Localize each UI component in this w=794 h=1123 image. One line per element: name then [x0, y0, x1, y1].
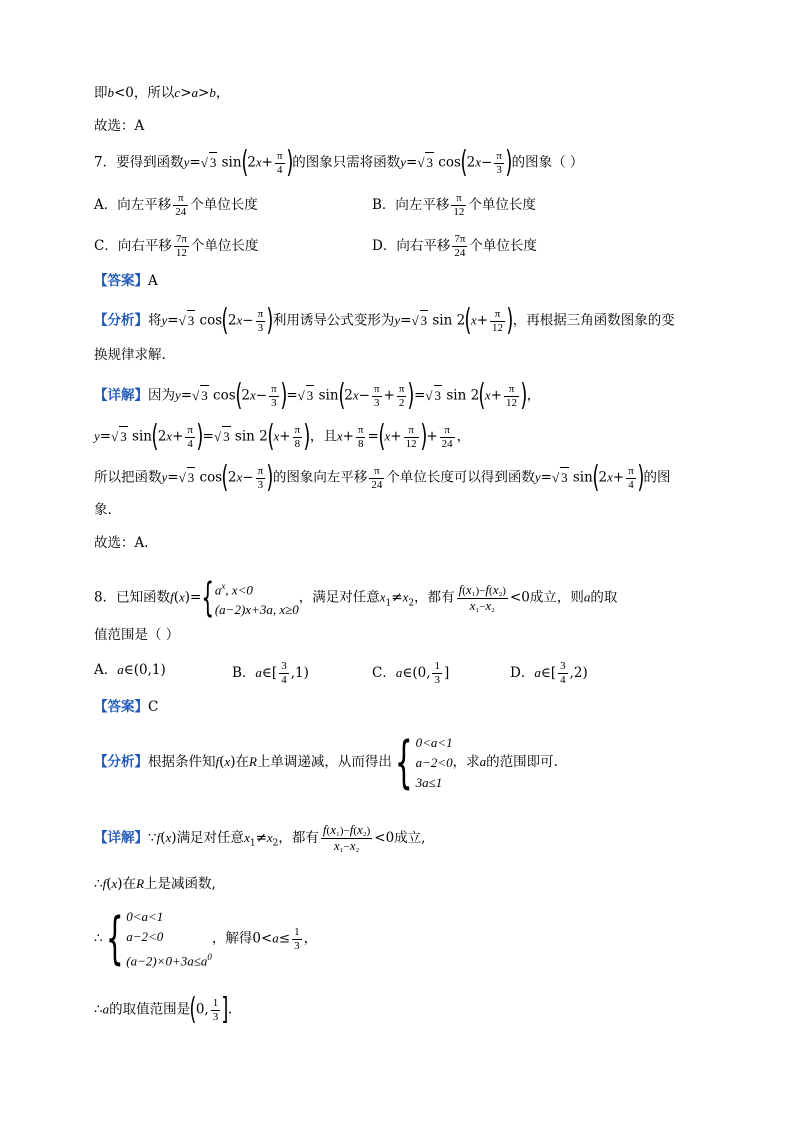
- analysis-7-line2: 换规律求解.: [94, 347, 166, 363]
- detail-8-line2: ∴f(x)在R上是减函数,: [94, 876, 216, 892]
- text-line-2: 故选：A: [94, 118, 145, 134]
- option-7B: B．向左平移 $\frac{\pi}{12}$ 个单位长度: [372, 192, 536, 218]
- question-7-stem: 7．要得到函数y=√ 3 sin(2x+ $\frac{\pi}{4}$ )的图象只需将函数y=√ 3 cos(2x− $\frac{\pi}{3}$ )的图象（ ）: [94, 145, 584, 180]
- detail-7-line4: 象.: [94, 502, 112, 518]
- detail-7-line1: 【详解】因为y=√ 3 cos(2x− $\frac{\pi}{3}$ )=√ 3 sin(2x− $\frac{\pi}{3}$ + $\frac{\pi}{2}$ )=√ 3 sin 2(x+ $\frac{\pi}{12}$ )，: [94, 378, 541, 413]
- option-7C: C．向右平移 $\frac{7\pi}{12}$ 个单位长度: [94, 233, 259, 259]
- question-8-stem: 8．已知函数f(x)={ $a^x$, x<0 (a−2)x+3a, x≥0 ，满足对任意$x_1\ne x_2$，都有 $\frac{\text{f(x₁)−f(x₂)}}{\text{x₁−x₂}}$ <0成立，则a的取: [94, 575, 618, 622]
- option-8A: A．a∈(0,1): [94, 662, 166, 678]
- answer-8: 【答案】C: [94, 699, 159, 715]
- analysis-7-line1: 【分析】将y=√ 3 cos(2x− $\frac{\pi}{3}$ )利用诱导公式变形为y=√ 3 sin 2(x+ $\frac{\pi}{12}$ )，再根据三角函数图象的变: [94, 303, 675, 338]
- analysis-8: 【分析】根据条件知f(x)在R上单调递减，从而得出{ 0<a<1 a−2<0 3a≤1 ，求a的范围即可.: [94, 729, 558, 795]
- detail-8-line3: ∴{ 0<a<1 a−2<0 $(a-2)\times 0+3a\le a^0$ ，解得0<a≤ $\frac{1}{3}$ ，: [94, 906, 318, 972]
- answer-7: 【答案】A: [94, 273, 158, 289]
- option-7D: D．向右平移 $\frac{7\pi}{24}$ 个单位长度: [372, 233, 537, 259]
- detail-8-line1: 【详解】∵f(x)满足对任意$x_1\ne x_2$，都有 $\frac{\text{f(x₁)−f(x₂)}}{\text{x₁−x₂}}$ <0成立,: [94, 822, 426, 853]
- detail-7-line3: 所以把函数y=√ 3 cos(2x− $\frac{\pi}{3}$ )的图象向左平移 $\frac{\pi}{24}$ 个单位长度可以得到函数y=√ 3 sin(2x+ $\frac{\pi}{4}$ )的图: [94, 460, 671, 495]
- option-8B: B．a∈[ $\frac{3}{4}$ ,1): [232, 660, 309, 686]
- option-7A: A．向左平移 $\frac{\pi}{24}$ 个单位长度: [94, 192, 258, 218]
- text-line-1: 即b<0，所以c>a>b，: [94, 85, 230, 101]
- select-7: 故选：A.: [94, 535, 149, 551]
- detail-7-line2: y=√ 3 sin(2x+ $\frac{\pi}{4}$ )=√ 3 sin 2(x+ $\frac{\pi}{8}$ )，且x+ $\frac{\pi}{8}$ =(x+ $\frac{\pi}{12}$ )+ $\frac{\pi}{24}$ ，: [94, 419, 471, 454]
- option-8D: D．a∈[ $\frac{3}{4}$ ,2): [510, 660, 588, 686]
- detail-8-line4: ∴a的取值范围是(0, $\frac{1}{3}$ ].: [94, 992, 233, 1027]
- option-8C: C．a∈(0, $\frac{1}{3}$ ]: [372, 660, 450, 686]
- question-8-stem-2: 值范围是（ ）: [94, 627, 180, 643]
